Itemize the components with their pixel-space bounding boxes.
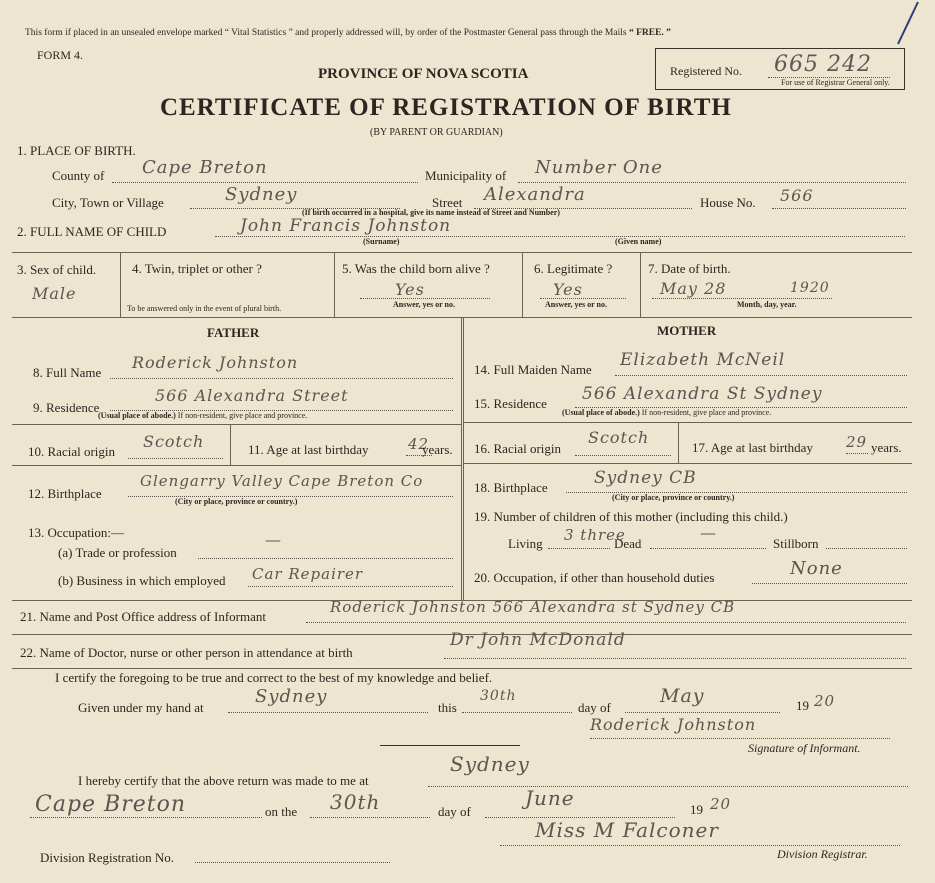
mother-heading: MOTHER — [657, 323, 717, 338]
registrar-place-line — [428, 786, 908, 787]
mother-birthplace-label: 18. Birthplace — [474, 480, 548, 495]
doctor-line — [444, 658, 906, 659]
city-value: Sydney — [225, 184, 298, 205]
division-registrar-label: Division Registrar. — [777, 847, 868, 861]
registrar-county-line — [30, 817, 262, 818]
given-place-value: Sydney — [255, 686, 328, 707]
place-of-birth-heading: 1. PLACE OF BIRTH. — [17, 143, 136, 158]
alive-label: 5. Was the child born alive ? — [342, 261, 490, 276]
postal-notice-free: “ FREE. ” — [628, 28, 671, 38]
row3-divider-1 — [120, 252, 121, 317]
form-number: FORM 4. — [37, 48, 84, 62]
this-label: this — [438, 700, 457, 715]
mother-race-label: 16. Racial origin — [474, 441, 562, 456]
mother-age-line — [846, 453, 868, 454]
child-name-line — [215, 236, 905, 237]
business-label: (b) Business in which employed — [58, 573, 226, 588]
informant-label: 21. Name and Post Office address of Informant — [20, 609, 266, 624]
mother-age-label: 17. Age at last birthday — [692, 440, 813, 455]
row3-divider-3 — [522, 252, 523, 317]
trade-label: (a) Trade or profession — [58, 545, 177, 560]
child-name-value: John Francis Johnston — [240, 216, 452, 236]
given-place-line — [228, 712, 428, 713]
father-heading: FATHER — [207, 325, 260, 340]
mother-residence-note — [562, 408, 771, 417]
registered-number-box — [655, 48, 905, 90]
house-line — [772, 208, 906, 209]
father-name-label: 8. Full Name — [33, 365, 102, 380]
parent-center-divider — [461, 317, 462, 600]
registrar-signature-line — [500, 845, 900, 846]
city-label: City, Town or Village — [52, 195, 164, 210]
registered-number-note: For use of Registrar General only. — [781, 78, 890, 87]
father-residence-note — [98, 411, 307, 420]
mother-birthplace-note: (City or place, province or country.) — [612, 493, 735, 502]
mother-race-bottom-rule — [464, 463, 912, 464]
municipality-line — [518, 182, 906, 183]
row3-divider-4 — [640, 252, 641, 317]
registrar-day-of-label: day of — [438, 804, 471, 819]
day-line — [462, 712, 572, 713]
dead-label: Dead — [614, 536, 642, 551]
informant-signature: Roderick Johnston — [590, 715, 757, 734]
month-value: May — [660, 685, 705, 707]
registrar-year-prefix: 19 — [690, 802, 703, 817]
living-label: Living — [508, 536, 543, 551]
registrar-place-value: Sydney — [450, 752, 530, 776]
registrar-statement: I hereby certify that the above return was made to me at — [78, 773, 369, 788]
registered-number-label: Registered No. — [670, 64, 742, 78]
twin-note: To be answered only in the event of plural birth. — [127, 304, 282, 313]
father-age-label: 11. Age at last birthday — [248, 442, 369, 457]
father-race-top-rule — [12, 424, 462, 425]
postal-notice-text: This form if placed in an unsealed envelope marked “ Vital Statistics ” and properly addressed will, by order of the Postmaster General pass through the Mails — [25, 28, 627, 38]
dead-line — [650, 548, 766, 549]
division-registration-label: Division Registration No. — [40, 850, 174, 865]
informant-signature-line — [590, 738, 890, 739]
sex-value: Male — [32, 284, 77, 303]
day-of-label: day of — [578, 700, 611, 715]
mother-residence-value: 566 Alexandra St Sydney — [582, 384, 823, 404]
row3-bottom-rule — [12, 317, 912, 318]
municipality-value: Number One — [535, 157, 663, 178]
business-line — [248, 586, 453, 587]
father-race-divider — [230, 424, 231, 465]
given-name-note: (Given name) — [615, 237, 662, 246]
mother-race-line — [575, 455, 671, 456]
mother-name-line — [615, 375, 907, 376]
pen-stroke-mark — [890, 0, 930, 50]
house-value: 566 — [780, 186, 814, 205]
stillborn-line — [826, 548, 907, 549]
father-race-line — [128, 458, 223, 459]
father-residence-value: 566 Alexandra Street — [155, 386, 349, 405]
twin-label: 4. Twin, triplet or other ? — [132, 261, 262, 276]
row3-divider-2 — [334, 252, 335, 317]
county-value: Cape Breton — [142, 157, 268, 178]
alive-line — [360, 298, 490, 299]
dob-label: 7. Date of birth. — [648, 261, 731, 276]
page-title: CERTIFICATE OF REGISTRATION OF BIRTH — [160, 94, 732, 121]
father-residence-note-a: (Usual place of abode.) — [98, 411, 176, 420]
house-label: House No. — [700, 195, 756, 210]
certify-statement: I certify the foregoing to be true and correct to the best of my knowledge and belief. — [55, 670, 493, 685]
trade-value: — — [265, 530, 282, 549]
surname-note: (Surname) — [363, 237, 400, 246]
month-line — [625, 712, 780, 713]
mother-occupation-label: 20. Occupation, if other than household duties — [474, 570, 715, 585]
alive-value: Yes — [395, 280, 425, 299]
father-race-bottom-rule — [12, 465, 462, 466]
mother-occupation-value: None — [790, 558, 843, 579]
father-age-suffix: years. — [422, 442, 453, 457]
father-age-value: 42 — [408, 435, 430, 453]
mother-residence-note-b: If non-resident, give place and province. — [641, 408, 772, 417]
father-residence-label: 9. Residence — [33, 400, 100, 415]
parent-center-divider-2 — [463, 317, 464, 600]
alive-note: Answer, yes or no. — [393, 300, 456, 309]
child-name-label: 2. FULL NAME OF CHILD — [17, 224, 167, 239]
mother-residence-label: 15. Residence — [474, 396, 547, 411]
year-suffix: 20 — [814, 692, 836, 710]
father-residence-note-b: If non-resident, give place and province. — [177, 411, 308, 420]
registrar-signature: Miss M Falconer — [535, 818, 719, 842]
business-value: Car Repairer — [252, 565, 364, 583]
legitimate-label: 6. Legitimate ? — [534, 261, 613, 276]
province-heading: PROVINCE OF NOVA SCOTIA — [318, 66, 529, 82]
dob-line — [652, 298, 832, 299]
on-the-label: on the — [265, 804, 298, 819]
informant-value: Roderick Johnston 566 Alexandra st Sydney CB — [330, 598, 736, 616]
mother-name-value: Elizabeth McNeil — [620, 350, 786, 370]
legitimate-line — [540, 298, 626, 299]
father-birthplace-note: (City or place, province or country.) — [175, 497, 298, 506]
municipality-label: Municipality of — [425, 168, 507, 183]
division-registration-line — [195, 862, 390, 863]
mother-name-label: 14. Full Maiden Name — [474, 362, 592, 377]
street-label: Street — [432, 195, 463, 210]
mother-race-value: Scotch — [588, 428, 650, 447]
mother-occupation-line — [752, 583, 907, 584]
registered-number-value: 665 242 — [774, 52, 872, 77]
row3-top-rule — [12, 252, 912, 253]
father-race-value: Scotch — [143, 432, 205, 451]
registrar-year-suffix: 20 — [710, 795, 732, 813]
dob-note: Month, day, year. — [737, 300, 797, 309]
living-line — [548, 548, 610, 549]
given-under-label: Given under my hand at — [78, 700, 204, 715]
day-value: 30th — [480, 688, 517, 704]
dob-year-value: 1920 — [790, 280, 830, 296]
mother-race-divider — [678, 422, 679, 463]
separator-rule — [380, 745, 520, 746]
hospital-note: (If birth occurred in a hospital, give its name instead of Street and Number) — [302, 208, 560, 217]
registrar-day-value: 30th — [330, 790, 381, 814]
father-name-line — [110, 378, 453, 379]
mother-residence-note-a: (Usual place of abode.) — [562, 408, 640, 417]
county-label: County of — [52, 168, 105, 183]
county-line — [112, 182, 418, 183]
street-value: Alexandra — [484, 184, 586, 205]
dob-value: May 28 — [660, 279, 727, 298]
legitimate-value: Yes — [553, 280, 583, 299]
mother-age-suffix: years. — [871, 440, 902, 455]
postal-notice — [25, 28, 671, 38]
children-label: 19. Number of children of this mother (including this child.) — [474, 509, 788, 524]
father-birthplace-label: 12. Birthplace — [28, 486, 102, 501]
informant-line — [306, 622, 906, 623]
registrar-county-value: Cape Breton — [35, 792, 187, 817]
registrar-month-value: June — [525, 786, 575, 810]
mother-race-top-rule — [464, 422, 912, 423]
stillborn-label: Stillborn — [773, 536, 819, 551]
father-birthplace-value: Glengarry Valley Cape Breton Co — [140, 472, 424, 490]
father-name-value: Roderick Johnston — [132, 353, 299, 372]
living-value: 3 three — [564, 526, 626, 544]
doctor-bottom-rule — [12, 668, 912, 669]
father-occupation-label: 13. Occupation:— — [28, 525, 125, 540]
registrar-day-line — [310, 817, 430, 818]
mother-birthplace-value: Sydney CB — [594, 468, 697, 488]
trade-line — [198, 558, 453, 559]
mother-age-value: 29 — [846, 433, 868, 451]
legitimate-note: Answer, yes or no. — [545, 300, 608, 309]
dead-value: — — [700, 523, 717, 542]
doctor-value: Dr John McDonald — [450, 630, 626, 650]
father-race-label: 10. Racial origin — [28, 444, 116, 459]
informant-signature-label: Signature of Informant. — [748, 741, 861, 755]
sex-label: 3. Sex of child. — [17, 262, 97, 277]
doctor-label: 22. Name of Doctor, nurse or other person in attendance at birth — [20, 645, 353, 660]
page-subtitle: (BY PARENT OR GUARDIAN) — [370, 127, 503, 138]
year-prefix: 19 — [796, 698, 809, 713]
